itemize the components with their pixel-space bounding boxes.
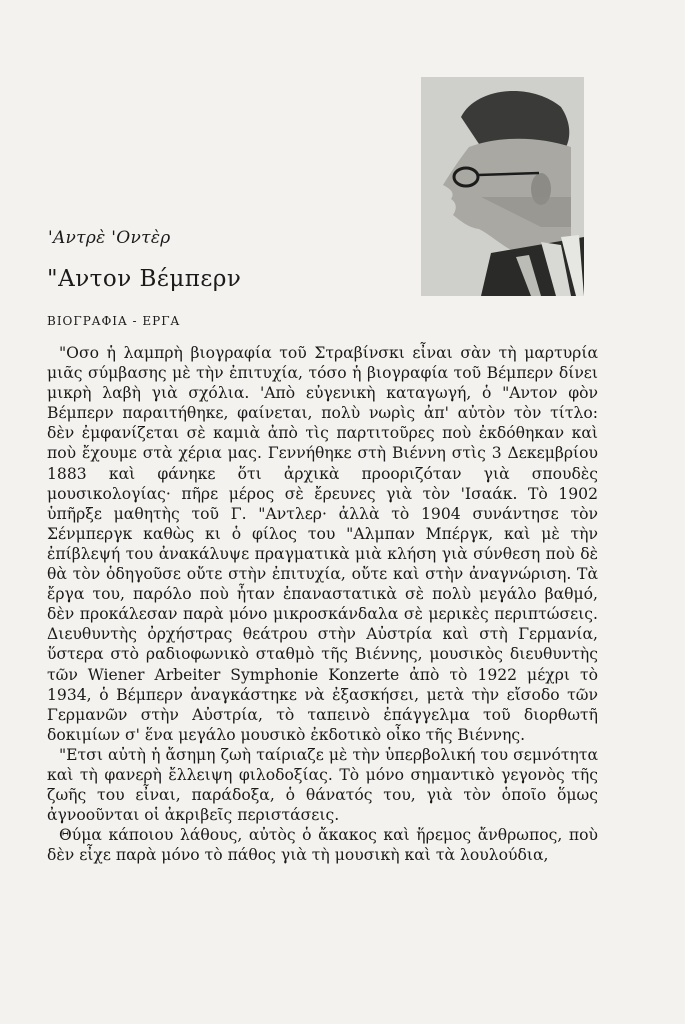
section-heading: ΒΙΟΓΡΑΦΙΑ - ΕΡΓΑ [47, 314, 181, 328]
paragraph: "Ετσι αὐτὴ ἡ ἄσημη ζωὴ ταίριαζε μὲ τὴν ὑπερβολική του σεμνότητα καὶ τὴ φανερὴ ἔλλειψη φιλοδοξίας. Τὸ μόνο σημαντικὸ γεγονὸς τῆς ζωῆς του εἶναι, παράδοξα, ὁ θάνατός του, γιὰ τὸν ὁποῖο ὅμως ἀγνοοῦνται οἱ ἀκριβεῖς περιστάσεις. [47, 745, 598, 825]
body-text [47, 343, 598, 865]
paragraph: Θύμα κάποιου λάθους, αὐτὸς ὁ ἄκακος καὶ ἥρεμος ἄνθρωπος, ποὺ δὲν εἶχε παρὰ μόνο τὸ πάθος γιὰ τὴ μουσικὴ καὶ τὰ λουλούδια, [47, 826, 598, 865]
paragraph: "Οσο ἡ λαμπρὴ βιογραφία τοῦ Στραβίνσκι εἶναι σὰν τὴ μαρτυρία μιᾶς σύμβασης μὲ τὴν ἐπιτυχία, τόσο ἡ βιογραφία τοῦ Βέμπερν δίνει μικρὴ λαβὴ γιὰ σχόλια. 'Απὸ εὐγενικὴ καταγωγή, ὁ "Αντον φὸν Βέμπερν παραιτήθηκε, φαίνεται, πολὺ νωρὶς ἀπ' αὐτὸν τὸν τίτλο: δὲν ἐμφανίζεται σὲ καμιὰ ἀπὸ τὶς παρτιτοῦρες ποὺ ἐκδόθηκαν καὶ ποὺ ἔχουμε στὰ χέρια μας. Γεννήθηκε στὴ Βιέννη στὶς 3 Δεκεμβρίου 1883 καὶ φάνηκε ὅτι ἀρχικὰ προοριζόταν γιὰ σπουδὲς μουσικολογίας· πῆρε μέρος σὲ ἔρευνες γιὰ τὸν 'Ισαάκ. Τὸ 1902 ὑπῆρξε μαθητὴς τοῦ Γ. "Αντλερ· ἀλλὰ τὸ 1904 συνάντησε τὸν Σένμπεργκ καθὼς κι ὁ φίλος του "Αλμπαν Μπέργκ, καὶ μὲ τὴν ἐπίβλεψή του ἀνακάλυψε πραγματικὰ μιὰ κλήση γιὰ σύνθεση ποὺ δὲ θὰ τὸν ὁδηγοῦσε οὔτε στὴν ἐπιτυχία, οὔτε καὶ στὴν ἀναγνώριση. Τὰ ἔργα του, παρόλο ποὺ ἦταν ἐπαναστατικὰ σὲ πολὺ μεγάλο βαθμό, δὲν προκάλεσαν παρὰ μόνο μικροσκάνδαλα σὲ μερικὲς περιπτώσεις. Διευθυντὴς ὀρχήστρας θεάτρου στὴν Αὐστρία καὶ στὴ Γερμανία, ὕστερα στὸ ραδιοφωνικὸ σταθμὸ τῆς Βιέννης, μουσικὸς διευθυντὴς τῶν Wiener Arbeiter Symphonie Konzerte ἀπὸ τὸ 1922 μέχρι τὸ 1934, ὁ Βέμπερν ἀναγκάστηκε νὰ ἐξασκήσει, μετὰ τὴν εἴσοδο τῶν Γερμανῶν στὴν Αὐστρία, τὸ ταπεινὸ ἐπάγγελμα τοῦ διορθωτῆ δοκιμίων σ' ἕνα μεγάλο μουσικὸ ἐκδοτικὸ οἶκο τῆς Βιέννης. [47, 344, 598, 744]
book-title: "Αντον Βέμπερν [47, 266, 242, 292]
author-portrait-photo [421, 77, 584, 296]
portrait-image [421, 77, 584, 296]
author-name: 'Αντρὲ 'Οντὲρ [48, 228, 171, 248]
